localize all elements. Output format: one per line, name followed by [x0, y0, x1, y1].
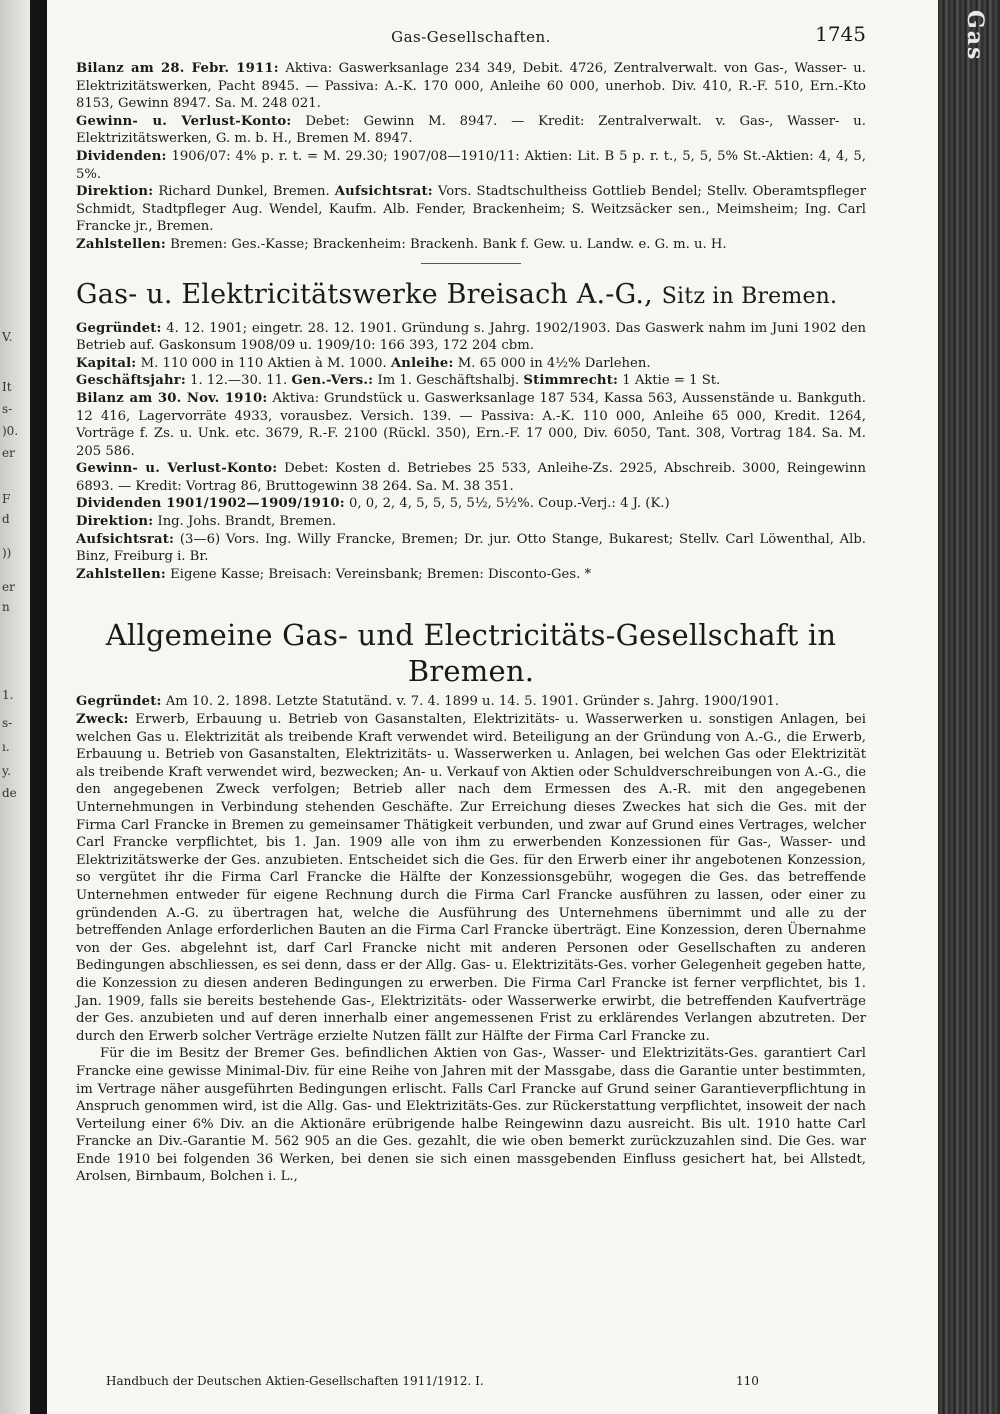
margin-fragment: s- — [2, 402, 13, 416]
margin-fragment: er — [2, 446, 15, 460]
entry-text: Ing. Johs. Brandt, Bremen. — [157, 514, 337, 530]
entry-label: Kapital: — [76, 355, 137, 371]
section-divider — [421, 263, 521, 264]
entry-text: Debet: Kosten d. Betriebes 25 533, Anleihe-Zs. 2925, Abschreib. 3000, Reingewinn 6893. — Kredit: Vortrag 86, Bruttogewinn 38 264. Sa. M. 38 351. — [76, 461, 866, 494]
dividenden-entry — [76, 495, 866, 513]
company-heading: Allgemeine Gas- und Electricitäts-Gesellschaft in Bremen. — [105, 618, 837, 689]
aufsichtsrat-entry — [76, 531, 866, 566]
entry-label: Aufsichtsrat: — [76, 531, 175, 547]
bilanz-entry — [76, 60, 866, 113]
entry-text: Am 10. 2. 1898. Letzte Statutänd. v. 7. 4. 1899 u. 14. 5. 1901. Gründer s. Jahrg. 1900/1901. — [165, 694, 780, 710]
page-number: 1745 — [815, 22, 866, 46]
zahlstellen-entry — [76, 236, 866, 254]
entry-label: Bilanz am 28. Febr. 1911: — [76, 61, 279, 76]
entry-label: Direktion: — [76, 514, 154, 530]
left-binding-shadow — [30, 0, 47, 1414]
entry-label: Direktion: — [76, 184, 154, 200]
entry-label: Bilanz am 30. Nov. 1910: — [76, 390, 268, 406]
margin-fragment: s- — [2, 716, 13, 730]
entry-text: Im 1. Geschäftshalbj. — [377, 373, 520, 389]
entry-label: Dividenden: — [76, 148, 167, 164]
margin-fragment: er — [2, 580, 15, 594]
entry-text: Aktiva: Grundstück u. Gaswerksanlage 187 534, Kassa 563, Aussenstände u. Bankguth. 12 416, Lagervorräte 4933, vorausbez. Versich. 139. — Passiva: A.-K. 110 000, Anleihe 65 000, Kredit. 1264, Vorträge f. Zs. u. Unk. etc. 3679, R.-F. 2100 (Rückl. 350), Ern.-F. 17 000, Div. 6050, Tant. 308, Vortrag 184. Sa. M. 205 586. — [76, 390, 866, 459]
direktion-entry — [76, 183, 866, 236]
entry-text: M. 110 000 in 110 Aktien à M. 1000. — [140, 355, 387, 371]
margin-fragment: ı. — [2, 740, 10, 754]
zweck-paragraph-2: Für die im Besitz der Bremer Ges. befindlichen Aktien von Gas-, Wasser- und Elektrizitäts-Ges. garantiert Carl Francke eine gewisse Minimal-Div. für eine Reihe von Jahren mit der Massgabe, dass die Garantie unter bestimmten, im Vertrage näher ausgeführten Bedingungen erlischt. Falls Carl Francke auf Grund seiner Garantieverpflichtung in Anspruch genommen wird, ist die Allg. Gas- und Elektrizitäts-Ges. zur Rückerstattung verpflichtet, insoweit der nach Verteilung einer 6% Div. an die Aktionäre erübrigende halbe Reingewinn dazu ausreicht. Bis ult. 1910 hatte Carl Francke an Div.-Garantie M. 562 905 an die Ges. gezahlt, die wie oben bemerkt zurückzuzahlen sind. Die Ges. war Ende 1910 bei folgenden 36 Werken, bei denen sie sich einen massgebenden Einfluss gesichert hat, bei Allstedt, Arolsen, Birnbaum, Bolchen i. L., — [76, 1046, 866, 1185]
kapital-entry — [76, 355, 866, 373]
margin-fragment: V. — [2, 330, 13, 344]
margin-fragment: n — [2, 600, 10, 614]
company-name: Gas- u. Elektricitätswerke Breisach A.-G., — [76, 278, 653, 310]
entry-text: Bremen: Ges.-Kasse; Brackenheim: Brackenh. Bank f. Gew. u. Landw. e. G. m. u. H. — [170, 236, 727, 252]
margin-fragment: 1. — [2, 688, 14, 702]
entry-label: Zweck: — [76, 712, 129, 728]
gegruendet-entry — [76, 320, 866, 355]
entry-text: Vors. Stadtschultheiss Gottlieb Bendel; Stellv. Oberamtspfleger Schmidt, Stadtpfleger Aug. Wendel, Kaufm. Alb. Fender, Brackenheim; S. Weitzsäcker sen., Meimsheim; Ing. Carl Francke jr., Bremen. — [76, 184, 866, 235]
direktion-entry — [76, 513, 866, 531]
zweck-entry — [76, 711, 866, 1045]
entry-text: 4. 12. 1901; eingetr. 28. 12. 1901. Gründung s. Jahrg. 1902/1903. Das Gaswerk nahm im Juni 1902 den Betrieb auf. Gaskonsum 1908/09 u. 1909/10: 166 393, 172 204 cbm. — [76, 320, 866, 354]
entry-text: 1. 12.—30. 11. — [190, 373, 288, 389]
footer-sheet-number: 110 — [736, 1374, 759, 1388]
entry-text: 1 Aktie = 1 St. — [622, 373, 721, 389]
entry-text: Aktiva: Gaswerksanlage 234 349, Debit. 4726, Zentralverwalt. von Gas-, Wasser- u. Elektrizitätswerken, Pacht 8945. — Passiva: A.-K. 170 000, Anleihe 60 000, unerhob. Div. 410, R.-F. 510, Ern.-Kto 8153, Gewinn 8947. Sa. M. 248 021. — [76, 61, 866, 112]
entry-text: 1906/07: 4% p. r. t. = M. 29.30; 1907/08—1910/11: Aktien: Lit. B 5 p. r. t., 5, 5, 5% St.-Aktien: 4, 4, 5, 5%. — [76, 148, 866, 182]
margin-fragment: )) — [2, 546, 12, 560]
page-footer — [76, 1374, 866, 1392]
right-binding-shadow — [938, 0, 1000, 1414]
margin-fragment: de — [2, 786, 17, 800]
margin-fragment: d — [2, 512, 10, 526]
entry-label: Gegründet: — [76, 694, 162, 710]
margin-fragment: y. — [2, 764, 11, 778]
gewinn-entry — [76, 460, 866, 495]
margin-fragment: It — [2, 380, 12, 394]
entry-label: Dividenden 1901/1902—1909/1910: — [76, 496, 345, 512]
entry-label: Gewinn- u. Verlust-Konto: — [76, 461, 278, 477]
entry-text: Erwerb, Erbauung u. Betrieb von Gasanstalten, Elektrizitäts- u. Wasserwerken u. sonstigen Anlagen, bei welchen Gas u. Elektrizität als treibende Kraft verwendet wird. Beteiligung an der Gründung von A.-G., die Erwerb, Erbauung u. Betrieb von Gasanstalten, Elektrizitäts- u. Wasserwerken u. Anlagen, bei welchen Gas oder Elektrizität als treibende Kraft verwendet wird, bezwecken; An- u. Verkauf von Aktien oder Schuldverschreibungen von A.-G., die den angegebenen Zweck verfolgen; Betrieb aller nach dem Ermessen des A.-R. mit den angegebenen Unternehmungen in Verbindung stehenden Geschäfte. Zur Erreichung dieses Zweckes hat sich die Ges. mit der Firma Carl Francke in Bremen zu gemeinsamer Thätigkeit verbunden, und zwar auf Grund eines Vertrages, welcher Carl Francke verpflichtet, bis 1. Jan. 1909 alle von ihm zu erwerbenden Konzessionen für Gas-, Wasser- und Elektrizitätswerke der Ges. anzubieten. Entscheidet sich die Ges. für den Erwerb einer ihr angebotenen Konzession, so vergütet ihr die Firma Carl Francke die Hälfte der Konzessionsgebühr, wogegen die Ges. das betreffende Unternehmen entweder für eigene Rechnung durch die Firma Carl Francke ausführen zu lassen, oder einer zu gründenden A.-G. zu übertragen hat, welche die Ausführung des Unternehmens übernimmt und alle zu der betreffenden Anlage erforderlichen Bauten an die Firma Carl Francke überträgt. Eine Konzession, deren Übernahme von der Ges. abgelehnt ist, darf Carl Francke nicht mit anderen Personen oder Gesellschaften zu anderen Bedingungen abschliessen, es sei denn, dass er der Allg. Gas- u. Elektrizitäts-Ges. vorher Gelegenheit gegeben hatte, die Konzession zu diesen anderen Bedingungen zu erwerben. Die Firma Carl Francke ist ferner verpflichtet, bis 1. Jan. 1909, falls sie bereits bestehende Gas-, Elektrizitäts- oder Wasserwerke erwirbt, die betreffenden Kaufverträge der Ges. anzubieten und auf deren innerhalb einer angemessenen Frist zu erklärendes Verlangen abzutreten. Der durch den Erwerb solcher Verträge erzielte Nutzen fällt zur Hälfte der Firma Carl Francke zu. — [76, 712, 866, 1044]
entry-label: Geschäftsjahr: — [76, 373, 186, 389]
running-head-title: Gas-Gesellschaften. — [391, 28, 551, 46]
footer-source: Handbuch der Deutschen Aktien-Gesellschaften 1911/1912. I. — [106, 1374, 484, 1388]
section-breisach — [76, 278, 866, 584]
gegruendet-entry — [76, 693, 866, 711]
entry-label: Gegründet: — [76, 320, 162, 336]
gewinn-entry — [76, 113, 866, 148]
entry-text: Eigene Kasse; Breisach: Vereinsbank; Bremen: Disconto-Ges. * — [170, 566, 592, 582]
entry-text: (3—6) Vors. Ing. Willy Francke, Bremen; Dr. jur. Otto Stange, Bukarest; Stellv. Carl Löwenthal, Alb. Binz, Freiburg i. Br. — [76, 531, 866, 565]
left-margin-fragments — [2, 0, 28, 1414]
entry-text: Richard Dunkel, Bremen. — [158, 184, 330, 200]
entry-label: Gewinn- u. Verlust-Konto: — [76, 113, 292, 129]
margin-fragment: F — [2, 492, 11, 506]
section-allgemeine — [76, 617, 866, 1186]
zahlstellen-entry — [76, 566, 866, 584]
entry-text: M. 65 000 in 4½% Darlehen. — [457, 355, 651, 371]
geschaeftsjahr-entry — [76, 372, 866, 390]
entry-label: Stimmrecht: — [523, 373, 619, 389]
binding-text: Gas — [962, 10, 988, 62]
entry-label: Anleihe: — [390, 355, 454, 371]
entry-label: Zahlstellen: — [76, 236, 166, 252]
section-prev-company — [76, 60, 866, 254]
running-head — [76, 22, 866, 52]
entry-label: Aufsichtsrat: — [334, 184, 433, 200]
margin-fragment: )0. — [2, 424, 19, 438]
company-heading — [76, 278, 866, 314]
bilanz-entry — [76, 390, 866, 460]
entry-text: Debet: Gewinn M. 8947. — Kredit: Zentralverwalt. v. Gas-, Wasser- u. Elektrizitätswerken, G. m. b. H., Bremen M. 8947. — [76, 113, 866, 147]
page-content — [76, 22, 866, 1392]
entry-label: Gen.-Vers.: — [291, 373, 374, 389]
company-seat: Sitz in Bremen. — [661, 283, 838, 309]
dividenden-entry — [76, 148, 866, 183]
entry-text: 0, 0, 2, 4, 5, 5, 5, 5½, 5½%. Coup.-Verj.: 4 J. (K.) — [349, 496, 670, 512]
entry-label: Zahlstellen: — [76, 566, 166, 582]
